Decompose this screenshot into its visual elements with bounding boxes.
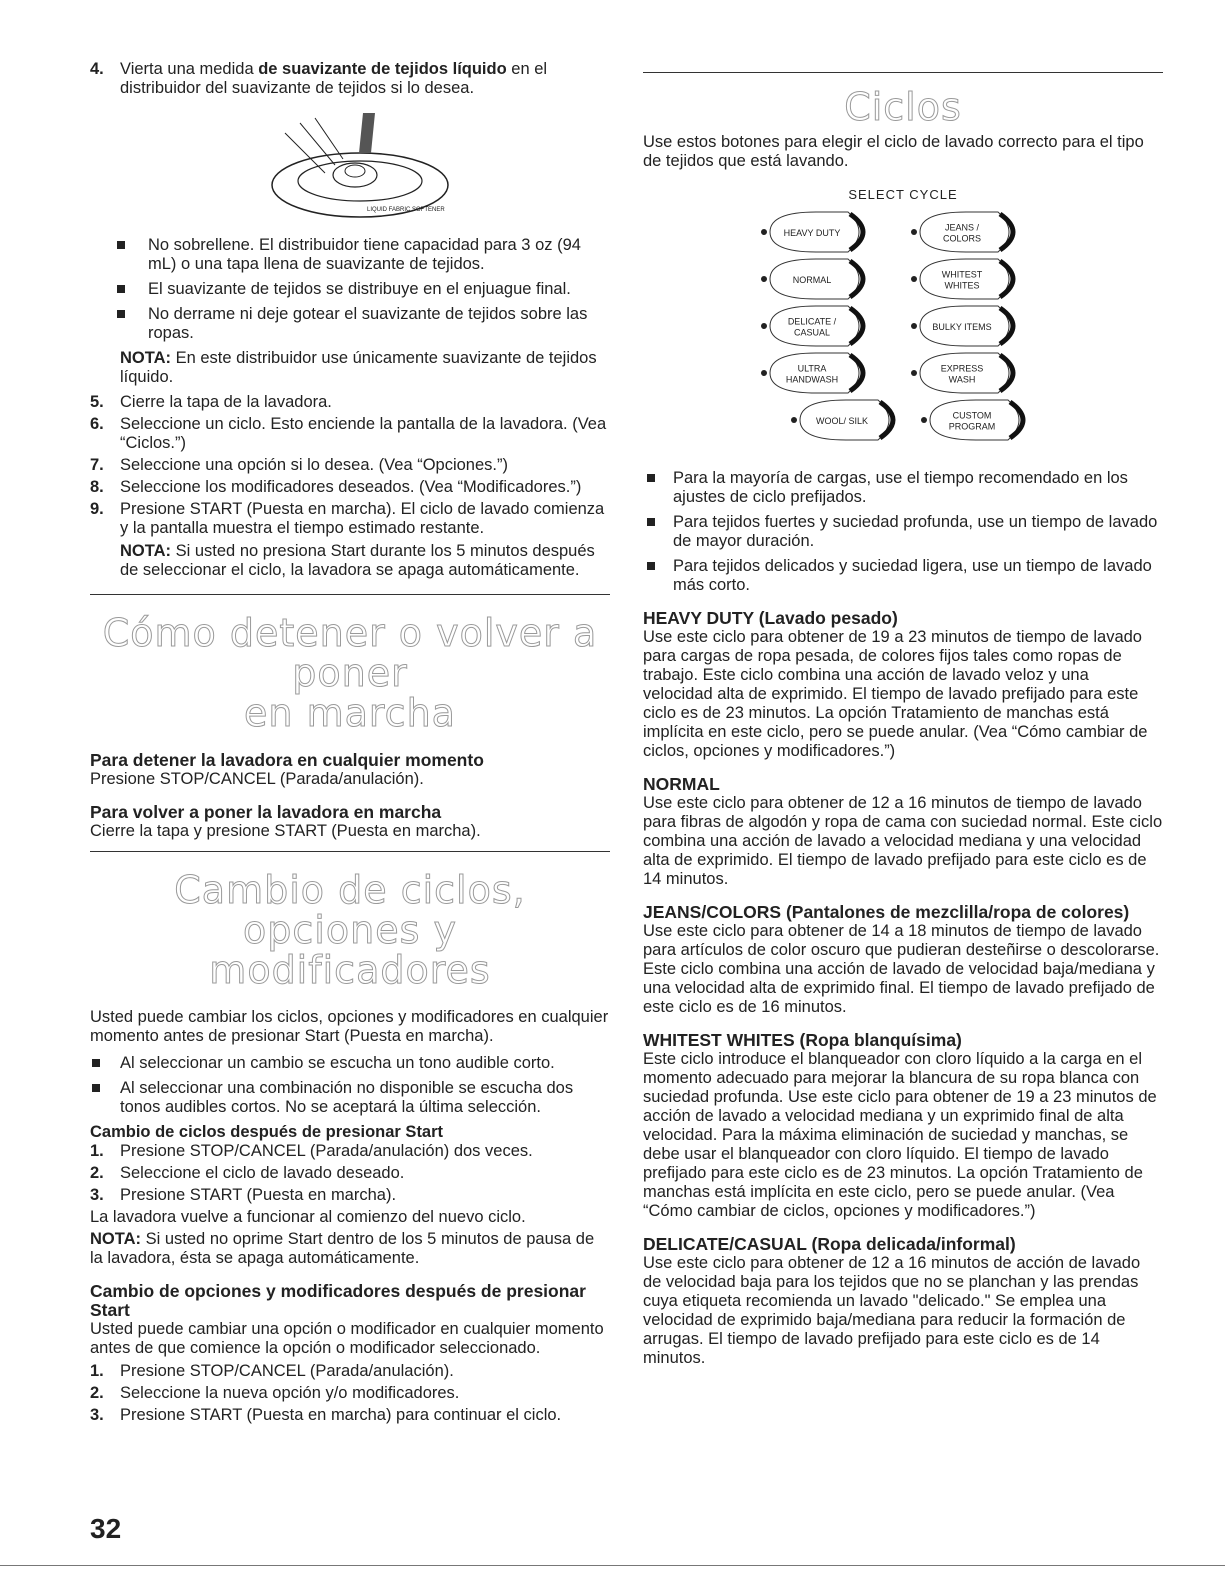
cycle-button — [761, 259, 863, 299]
cycle-description: Use este ciclo para obtener de 12 a 16 minutos de tiempo de lavado para fibras de algodón y ropa de cama con suciedad normal. Este ciclo combina una acción de lavado a velocidad mediana y una velocidad alta de exprimido. El tiempo de lavado prefijado para este ciclo es de 14 minutos. — [643, 794, 1163, 888]
page-number: 32 — [90, 1513, 122, 1544]
cycle-button — [761, 212, 863, 252]
indicator-light — [911, 276, 917, 282]
section-title-stop-restart: Cómo detener o volver a poner en marcha — [102, 611, 598, 735]
note: NOTA: Si usted no oprime Start dentro de los 5 minutos de pausa de la lavadora, ésta se apaga automáticamente. — [90, 1230, 595, 1267]
paragraph: Cierre la tapa y presione START (Puesta en marcha). — [90, 822, 481, 840]
button-label: DELICATE / — [787, 316, 837, 327]
list-item: 1. Presione STOP/CANCEL (Parada/anulación) dos veces. — [90, 1142, 533, 1160]
list-item: Para tejidos delicados y suciedad ligera, use un tiempo de lavado más corto. — [643, 557, 1163, 595]
indicator-light — [761, 323, 767, 329]
cycle-heading-delicate-casual: DELICATE/CASUAL (Ropa delicada/informal) — [643, 1234, 1016, 1254]
list-item: 7. Seleccione una opción si lo desea. (Vea “Opciones.”) — [90, 456, 508, 474]
subheading: Cambio de opciones y modificadores después de presionar Start — [90, 1281, 586, 1320]
list-item: Al seleccionar un cambio se escucha un tono audible corto. — [90, 1054, 610, 1073]
cycle-button — [911, 212, 1013, 252]
cycle-description: Use este ciclo para obtener de 14 a 18 minutos de tiempo de lavado para artículos de color oscuro que pudieran desteñirse o descolorarse. Este ciclo combina una acción de lavado de velocidad baja/mediana y una velocidad alta de exprimido final. El tiempo de lavado prefijado de este ciclo es de 16 minutos. — [643, 922, 1160, 1016]
list-item: No derrame ni deje gotear el suavizante de tejidos sobre las ropas. — [90, 305, 610, 343]
cycle-description: Este ciclo introduce el blanqueador con cloro líquido a la carga en el momento adecuado para mejorar la blancura de su ropa blanca con suciedad profunda. Use este ciclo para obtener de 19 a 23 minutos de acción de lavado a velocidad mediana y un exprimido final de alta velocidad. Para la máxima eliminación de suciedad y manchas, se debe usar el blanqueador con cloro líquido. El tiempo de lavado prefijado para este ciclo es de 23 minutos. La opción Tratamiento de manchas está implícita en este ciclo, pero se puede anular. (Vea “Cómo cambiar de ciclos, opciones y modificadores.”) — [643, 1050, 1157, 1220]
cycle-heading-normal: NORMAL — [643, 774, 720, 794]
list-item: 3. Presione START (Puesta en marcha) para continuar el ciclo. — [90, 1406, 562, 1424]
subheading: Cambio de ciclos después de presionar Start — [90, 1123, 444, 1141]
list-item: 2. Seleccione el ciclo de lavado deseado. — [90, 1164, 405, 1182]
change-bullets — [90, 1054, 610, 1117]
button-label: PROGRAM — [948, 421, 996, 432]
dispenser-label: LIQUID FABRIC SOFTENER — [367, 207, 445, 213]
cycle-button — [761, 306, 863, 346]
steps-list — [90, 1362, 610, 1425]
list-item: Al seleccionar una combinación no disponible se escucha dos tonos audibles cortos. No se aceptará la última selección. — [90, 1079, 610, 1117]
steps-list — [90, 393, 610, 538]
step-number: 4. — [90, 60, 104, 78]
button-label: HEAVY DUTY — [783, 228, 841, 238]
button-label: COLORS — [942, 233, 982, 244]
indicator-light — [761, 229, 767, 235]
section-title-change-cycles: Cambio de ciclos, opciones y modificadores — [174, 868, 526, 992]
bottom-divider — [0, 1565, 1225, 1566]
paragraph: Usted puede cambiar los ciclos, opciones y modificadores en cualquier momento antes de presionar Start (Puesta en marcha). — [90, 1008, 609, 1045]
softener-bullets — [90, 236, 610, 343]
cycle-description: Use este ciclo para obtener de 19 a 23 minutos de tiempo de lavado para cargas de ropa pesada, de colores fijos tales como ropas de trabajo. Este ciclo combina una acción de lavado veloz y una velocidad alta de exprimido. El tiempo de lavado prefijado para este ciclo es de 23 minutos. La opción Tratamiento de manchas está implícita en este ciclo, pero se puede anular. (Vea “Cómo cambiar de ciclos, opciones y modificadores.”) — [643, 628, 1148, 760]
list-item: 8. Seleccione los modificadores deseados. (Vea “Modificadores.”) — [90, 478, 582, 496]
divider — [90, 594, 610, 595]
step4-prefix: Vierta una medida — [120, 60, 254, 78]
divider — [643, 72, 1163, 73]
cycle-heading-jeans-colors: JEANS/COLORS (Pantalones de mezclilla/ropa de colores) — [643, 902, 1130, 922]
list-item: No sobrellene. El distribuidor tiene capacidad para 3 oz (94 mL) o una tapa llena de suavizante de tejidos. — [90, 236, 610, 274]
indicator-light — [921, 417, 927, 423]
list-item: 3. Presione START (Puesta en marcha). — [90, 1186, 397, 1204]
select-cycle-caption: SELECT CYCLE — [848, 187, 958, 202]
button-label: BULKY ITEMS — [932, 322, 992, 332]
button-label: CASUAL — [793, 327, 831, 338]
cycle-heading-heavy-duty: HEAVY DUTY (Lavado pesado) — [643, 608, 898, 628]
paragraph: Usted puede cambiar una opción o modificador en cualquier momento antes de que comience la opción o modificador seleccionado. — [90, 1320, 604, 1357]
button-label: WASH — [948, 374, 976, 385]
indicator-light — [911, 370, 917, 376]
time-bullets — [643, 469, 1163, 595]
list-item: 5. Cierre la tapa de la lavadora. — [90, 393, 332, 411]
cycle-button — [791, 400, 893, 440]
button-label: HANDWASH — [785, 374, 839, 385]
note: NOTA: Si usted no presiona Start durante los 5 minutos después de seleccionar el ciclo, la lavadora se apaga automáticamente. — [120, 542, 595, 579]
list-item: 6. Seleccione un ciclo. Esto enciende la pantalla de la lavadora. (Vea “Ciclos.”) — [90, 415, 607, 452]
button-label: EXPRESS — [940, 363, 984, 374]
left-column — [90, 60, 610, 1428]
list-item: El suavizante de tejidos se distribuye en el enjuague final. — [90, 280, 610, 299]
button-label: WOOL/ SILK — [815, 416, 869, 426]
indicator-light — [911, 229, 917, 235]
section-title-cycles: Ciclos — [844, 85, 962, 129]
right-column — [643, 60, 1163, 1368]
button-label: NORMAL — [792, 275, 832, 285]
cycle-heading-whitest-whites: WHITEST WHITES (Ropa blanquísima) — [643, 1030, 962, 1050]
note: NOTA: En este distribuidor use únicamente suavizante de tejidos líquido. — [120, 349, 597, 386]
cycle-button — [911, 353, 1013, 393]
indicator-light — [761, 276, 767, 282]
divider — [90, 851, 610, 852]
button-label: WHITEST — [941, 269, 983, 280]
indicator-light — [791, 417, 797, 423]
step4-bold: de suavizante de tejidos líquido — [258, 60, 507, 78]
cycle-button — [911, 259, 1013, 299]
subheading: Para detener la lavadora en cualquier momento — [90, 750, 484, 770]
softener-dispenser-illustration — [255, 113, 455, 223]
button-label: ULTRA — [797, 363, 827, 374]
list-item: 2. Seleccione la nueva opción y/o modificadores. — [90, 1384, 460, 1402]
steps-list — [90, 1142, 610, 1205]
button-label: WHITES — [944, 280, 980, 291]
list-item: Para la mayoría de cargas, use el tiempo recomendado en los ajustes de ciclo prefijados. — [643, 469, 1163, 507]
list-item: 1. Presione STOP/CANCEL (Parada/anulación). — [90, 1362, 454, 1380]
list-item: Para tejidos fuertes y suciedad profunda, use un tiempo de lavado de mayor duración. — [643, 513, 1163, 551]
cycle-button — [911, 306, 1013, 346]
step4-suffix: en el distribuidor del suavizante de tejidos si lo desea. — [120, 60, 548, 97]
button-label: JEANS / — [944, 222, 980, 233]
indicator-light — [761, 370, 767, 376]
paragraph: La lavadora vuelve a funcionar al comienzo del nuevo ciclo. — [90, 1208, 526, 1226]
cycle-button — [761, 353, 863, 393]
button-label: CUSTOM — [952, 410, 992, 421]
paragraph: Use estos botones para elegir el ciclo de lavado correcto para el tipo de tejidos que está lavando. — [643, 133, 1144, 170]
cycle-description: Use este ciclo para obtener de 12 a 16 minutos de acción de lavado de velocidad baja para los tejidos que no se planchan y las prendas cuya etiqueta recomienda un lavado "delicado." Se emplea una velocidad de exprimido baja/mediana para reducir la formación de arrugas. El tiempo de lavado prefijado para este ciclo es de 14 minutos. — [643, 1254, 1141, 1367]
indicator-light — [911, 323, 917, 329]
select-cycle-panel — [721, 210, 1081, 450]
list-item: 9. Presione START (Puesta en marcha). El ciclo de lavado comienza y la pantalla muestra el tiempo estimado restante. — [90, 500, 605, 537]
cycle-button — [921, 400, 1023, 440]
step-4 — [90, 60, 610, 98]
subheading: Para volver a poner la lavadora en marcha — [90, 802, 442, 822]
paragraph: Presione STOP/CANCEL (Parada/anulación). — [90, 770, 424, 788]
